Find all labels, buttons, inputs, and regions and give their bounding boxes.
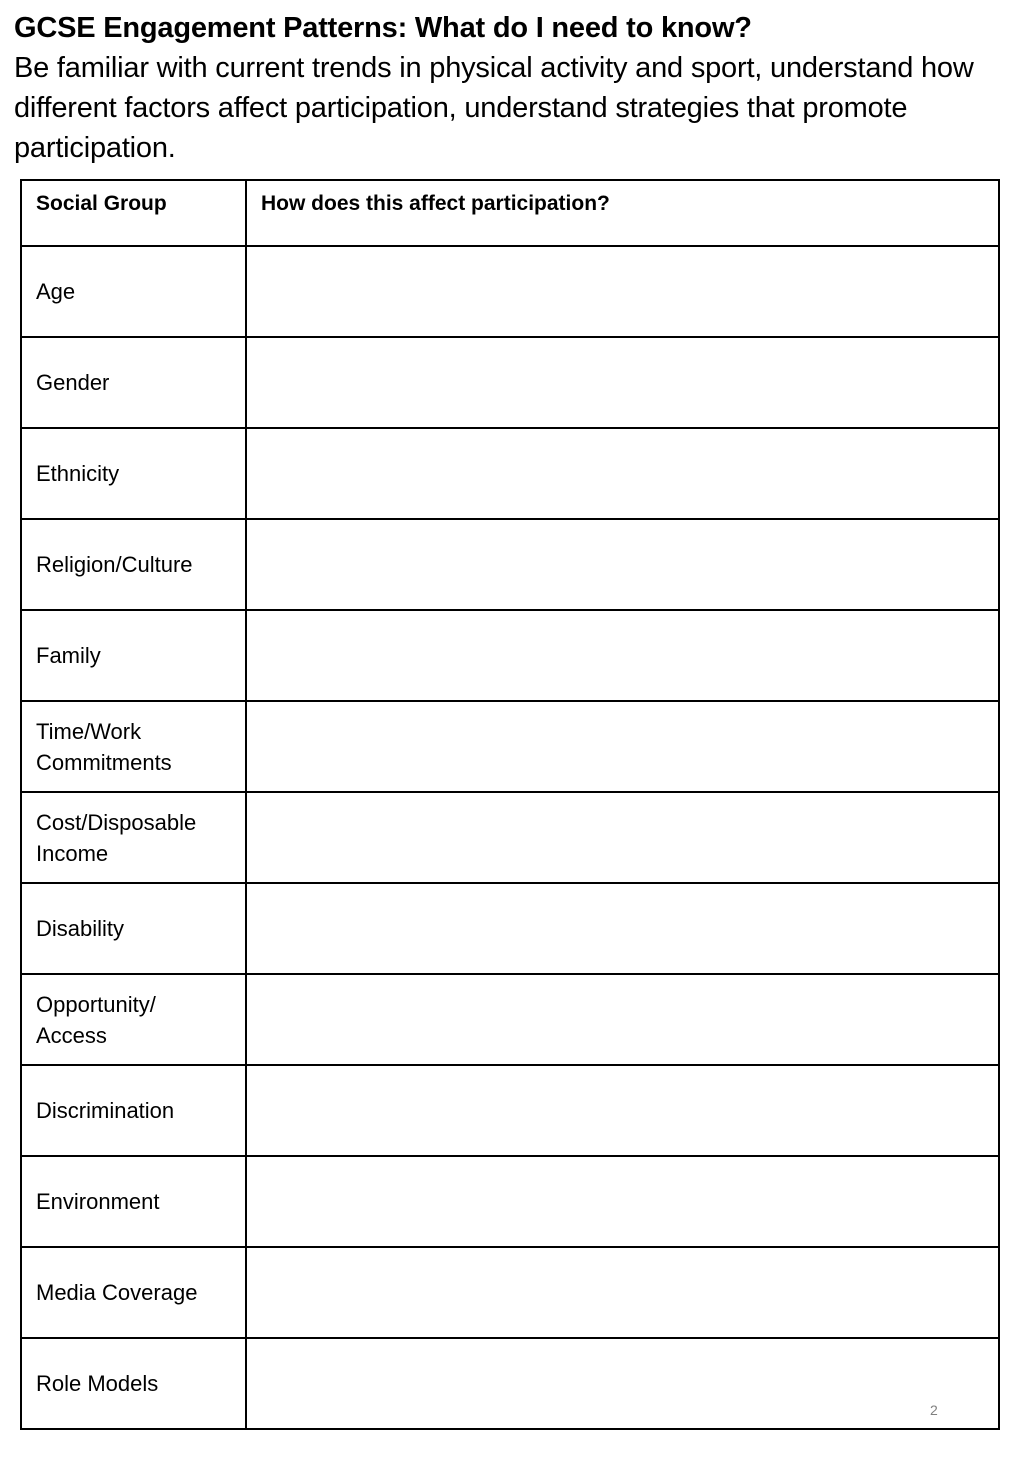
table-row	[21, 1338, 999, 1429]
social-group-cell: Religion/Culture	[21, 519, 246, 610]
page-title: GCSE Engagement Patterns: What do I need to know?	[14, 12, 752, 44]
social-group-cell: Environment	[21, 1156, 246, 1247]
social-group-cell: Age	[21, 246, 246, 337]
answer-cell-discrimination[interactable]	[246, 1065, 999, 1156]
answer-cell-age[interactable]	[246, 246, 999, 337]
social-group-cell: Gender	[21, 337, 246, 428]
answer-cell-ethnicity[interactable]	[246, 428, 999, 519]
social-group-cell: Role Models	[21, 1338, 246, 1429]
table-row	[21, 701, 999, 792]
social-group-cell: Ethnicity	[21, 428, 246, 519]
social-group-cell: Discrimination	[21, 1065, 246, 1156]
table-row	[21, 246, 999, 337]
table-row	[21, 428, 999, 519]
answer-cell-opportunity-access[interactable]	[246, 974, 999, 1065]
table-row	[21, 792, 999, 883]
social-group-cell: Family	[21, 610, 246, 701]
column-header-effect: How does this affect participation?	[246, 180, 999, 246]
table-row	[21, 1065, 999, 1156]
page-number: 2	[930, 1402, 938, 1418]
answer-cell-religion-culture[interactable]	[246, 519, 999, 610]
social-group-cell: Media Coverage	[21, 1247, 246, 1338]
table-header-row	[21, 180, 999, 246]
social-groups-table	[20, 179, 1000, 1430]
column-header-social-group: Social Group	[21, 180, 246, 246]
social-group-cell: Opportunity/ Access	[21, 974, 246, 1065]
answer-cell-gender[interactable]	[246, 337, 999, 428]
table-row	[21, 337, 999, 428]
answer-cell-family[interactable]	[246, 610, 999, 701]
social-group-cell: Cost/Disposable Income	[21, 792, 246, 883]
answer-cell-media-coverage[interactable]	[246, 1247, 999, 1338]
page-heading	[14, 8, 1014, 168]
social-group-cell: Disability	[21, 883, 246, 974]
table-row	[21, 974, 999, 1065]
table-row	[21, 1247, 999, 1338]
table-row	[21, 519, 999, 610]
answer-cell-disability[interactable]	[246, 883, 999, 974]
answer-cell-time-work[interactable]	[246, 701, 999, 792]
table-row	[21, 883, 999, 974]
table-row	[21, 1156, 999, 1247]
social-group-cell: Time/Work Commitments	[21, 701, 246, 792]
answer-cell-cost-income[interactable]	[246, 792, 999, 883]
answer-cell-role-models[interactable]	[246, 1338, 999, 1429]
answer-cell-environment[interactable]	[246, 1156, 999, 1247]
page-intro: Be familiar with current trends in physical activity and sport, understand how different factors affect participation, understand strategies that promote participation.	[14, 52, 974, 164]
table-row	[21, 610, 999, 701]
